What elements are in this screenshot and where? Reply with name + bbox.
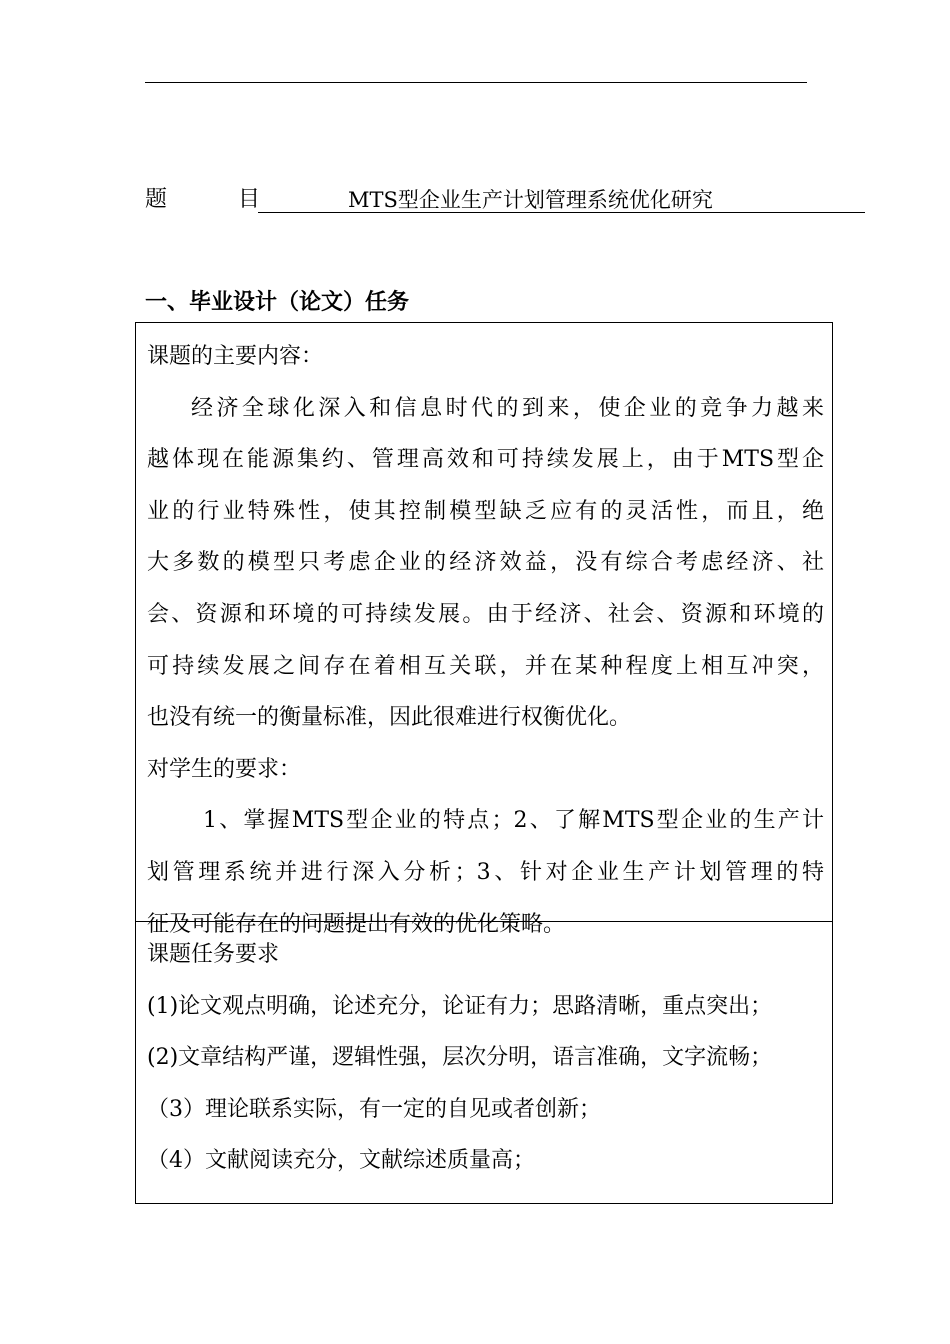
table-row-divider [136, 921, 832, 922]
student-requirements-line: 征及可能存在的问题提出有效的优化策略。 [147, 911, 566, 937]
requirement-item: (1)论文观点明确，论述充分，论证有力；思路清晰，重点突出； [147, 993, 773, 1019]
main-content-cell [147, 331, 824, 950]
title-label: 题 目 [145, 187, 292, 212]
main-content-heading: 课题的主要内容： [147, 344, 324, 369]
requirement-item: (2)文章结构严谨，逻辑性强，层次分明，语言准确，文字流畅； [147, 1045, 773, 1071]
section-heading: 一、毕业设计（论文）任务 [145, 289, 410, 315]
requirement-item: （4）文献阅读充分，文献综述质量高； [147, 1148, 535, 1174]
requirement-item: （3）理论联系实际，有一定的自见或者创新； [147, 1096, 601, 1122]
student-requirements-line: 1、掌握MTS型企业的特点；2、了解MTS型企业的生产计 [203, 808, 824, 834]
thesis-title: MTS型企业生产计划管理系统优化研究 [348, 188, 713, 212]
main-content-line: 也没有统一的衡量标准，因此很难进行权衡优化。 [147, 705, 632, 731]
task-requirements-cell [147, 929, 824, 1187]
student-requirements-heading: 对学生的要求： [147, 756, 302, 782]
main-content-line: 越体现在能源集约、管理高效和可持续发展上，由于MTS型企 [147, 447, 824, 473]
main-content-line: 业的行业特殊性，使其控制模型缺乏应有的灵活性，而且，绝 [147, 498, 824, 524]
main-content-line: 可持续发展之间存在着相互关联，并在某种程度上相互冲突， [147, 653, 824, 679]
main-content-line: 大多数的模型只考虑企业的经济效益，没有综合考虑经济、社 [147, 550, 824, 576]
student-requirements-line: 划管理系统并进行深入分析；3、针对企业生产计划管理的特 [147, 859, 824, 885]
task-table [135, 322, 833, 1204]
thesis-title-row [145, 182, 825, 218]
header-rule [145, 82, 807, 83]
task-requirements-heading: 课题任务要求 [147, 942, 280, 967]
main-content-line: 经济全球化深入和信息时代的到来，使企业的竞争力越来 [191, 395, 824, 421]
main-content-line: 会、资源和环境的可持续发展。由于经济、社会、资源和环境的 [147, 601, 824, 627]
